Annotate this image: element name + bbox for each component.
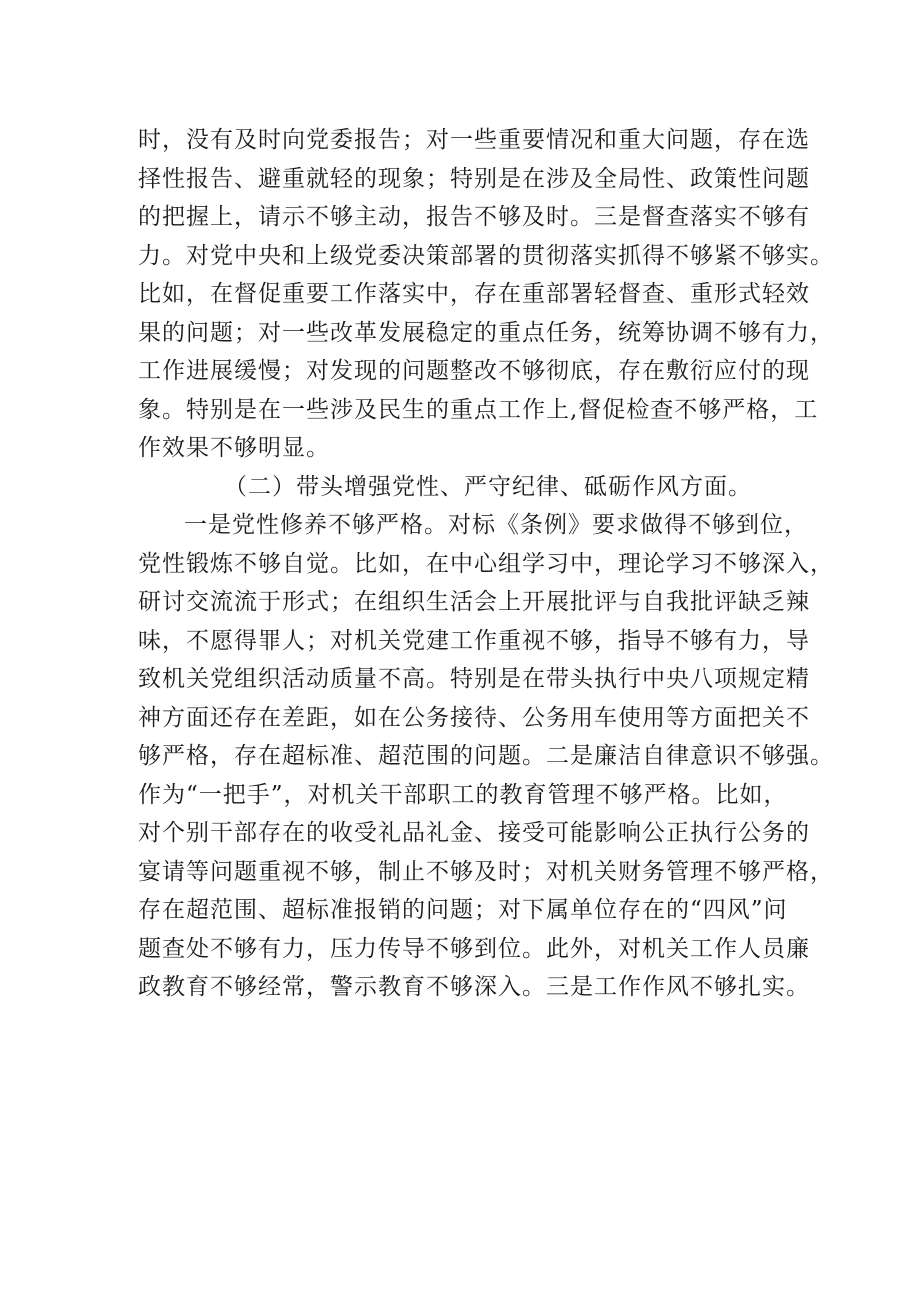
text-line: 存在超范围、超标准报销的问题；对下属单位存在的“四风”问 [138,897,788,923]
text-line: 党性锻炼不够自觉。比如，在中心组学习中，理论学习不够深入， [138,550,834,577]
text-line: 择性报告、避重就轻的现象；特别是在涉及全局性、政策性问题 [138,165,810,192]
text-line: 宴请等问题重视不够，制止不够及时；对机关财务管理不够严格， [138,858,834,885]
text-line: 象。特别是在一些涉及民生的重点工作上,督促检查不够严格，工 [138,396,819,423]
text-line: 神方面还存在差距，如在公务接待、公务用车使用等方面把关不 [138,704,810,731]
document-body [138,121,834,1007]
section-heading: （二）带头增强党性、严守纪律、砥砺作风方面。 [224,473,752,500]
text-line: 作为“一把手”，对机关干部职工的教育管理不够严格。比如， [138,781,788,808]
text-line: 比如，在督促重要工作落实中，存在重部署轻督查、重形式轻效 [138,281,810,307]
text-line: 果的问题；对一些改革发展稳定的重点任务，统筹协调不够有力， [138,319,834,346]
text-line: 致机关党组织活动质量不高。特别是在带头执行中央八项规定精 [138,666,810,692]
text-line: 题查处不够有力，压力传导不够到位。此外，对机关工作人员廉 [138,935,810,962]
text-line: 工作进展缓慢；对发现的问题整改不够彻底，存在敷衍应付的现 [138,358,810,384]
text-line: 对个别干部存在的收受礼品礼金、接受可能影响公正执行公务的 [138,820,810,846]
text-line: 政教育不够经常，警示教育不够深入。三是工作作风不够扎实。 [138,974,810,1000]
text-line: 研讨交流流于形式；在组织生活会上开展批评与自我批评缺乏辣 [138,589,810,615]
text-line: 作效果不够明显。 [138,435,330,461]
text-line: 味，不愿得罪人；对机关党建工作重视不够，指导不够有力，导 [138,627,810,654]
text-line: 一是党性修养不够严格。对标《条例》要求做得不够到位， [184,512,808,538]
text-line: 的把握上，请示不够主动，报告不够及时。三是督查落实不够有 [138,204,810,230]
text-line: 力。对党中央和上级党委决策部署的贯彻落实抓得不够紧不够实。 [138,242,834,269]
text-line: 够严格，存在超标准、超范围的问题。二是廉洁自律意识不够强。 [138,743,834,769]
text-line: 时，没有及时向党委报告；对一些重要情况和重大问题，存在选 [138,127,810,153]
